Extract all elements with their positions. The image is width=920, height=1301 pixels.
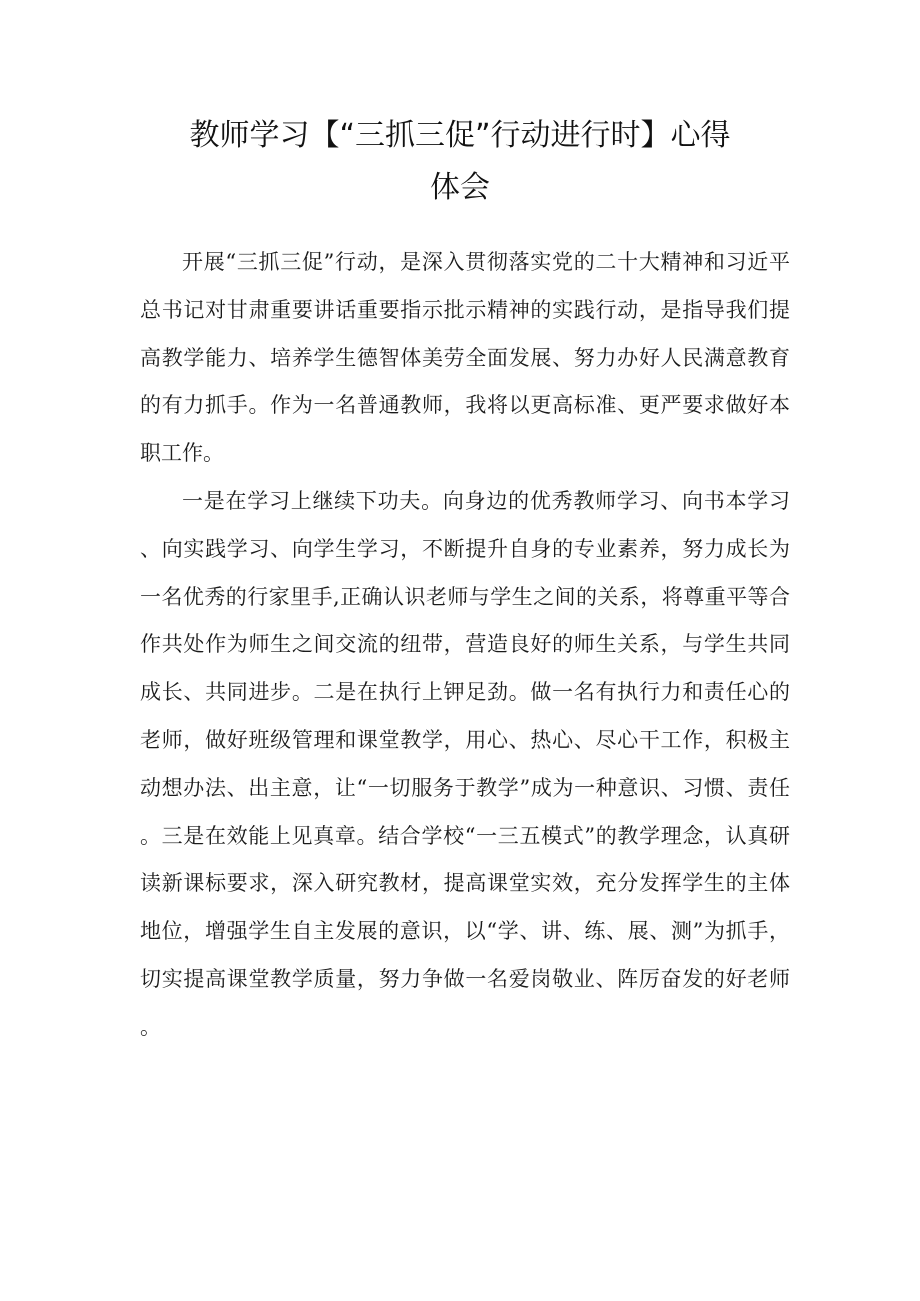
- title-line-1: 教师学习【“三抓三促”行动进行时】心得: [189, 118, 731, 153]
- paragraph-main: 一是在学习上继续下功夫。向身边的优秀教师学习、向书本学习、向实践学习、向学生学习，不断提升自身的专业素养，努力成长为一名优秀的行家里手,正确认识老师与学生之间的关系，将尊重平等合作共处作为师生之间交流的纽带，营造良好的师生关系，与学生共同成长、共同进步。二是在执行上钾足劲。做一名有执行力和责任心的老师，做好班级管理和课堂教学，用心、热心、尽心干工作，积极主动想办法、出主意，让“一切服务于教学”成为一种意识、习惯、责任。三是在效能上见真章。结合学校“一三五模式”的教学理念，认真研读新课标要求，深入研究教材，提高课堂实效，充分发挥学生的主体地位，增强学生自主发展的意识，以“学、讲、练、展、测”为抓手，切实提高课堂教学质量，努力争做一名爱岗敬业、阵厉奋发的好老师。: [140, 488, 790, 1039]
- document-body: [140, 239, 790, 1052]
- paragraph-intro: 开展“三抓三促”行动，是深入贯彻落实党的二十大精神和习近平总书记对甘肃重要讲话重要指示批示精神的实践行动，是指导我们提高教学能力、培养学生德智体美劳全面发展、努力办好人民满意教育的有力抓手。作为一名普通教师，我将以更高标准、更严要求做好本职工作。: [140, 250, 790, 466]
- title-line-2: 体会: [430, 170, 490, 205]
- document-title: [0, 110, 920, 214]
